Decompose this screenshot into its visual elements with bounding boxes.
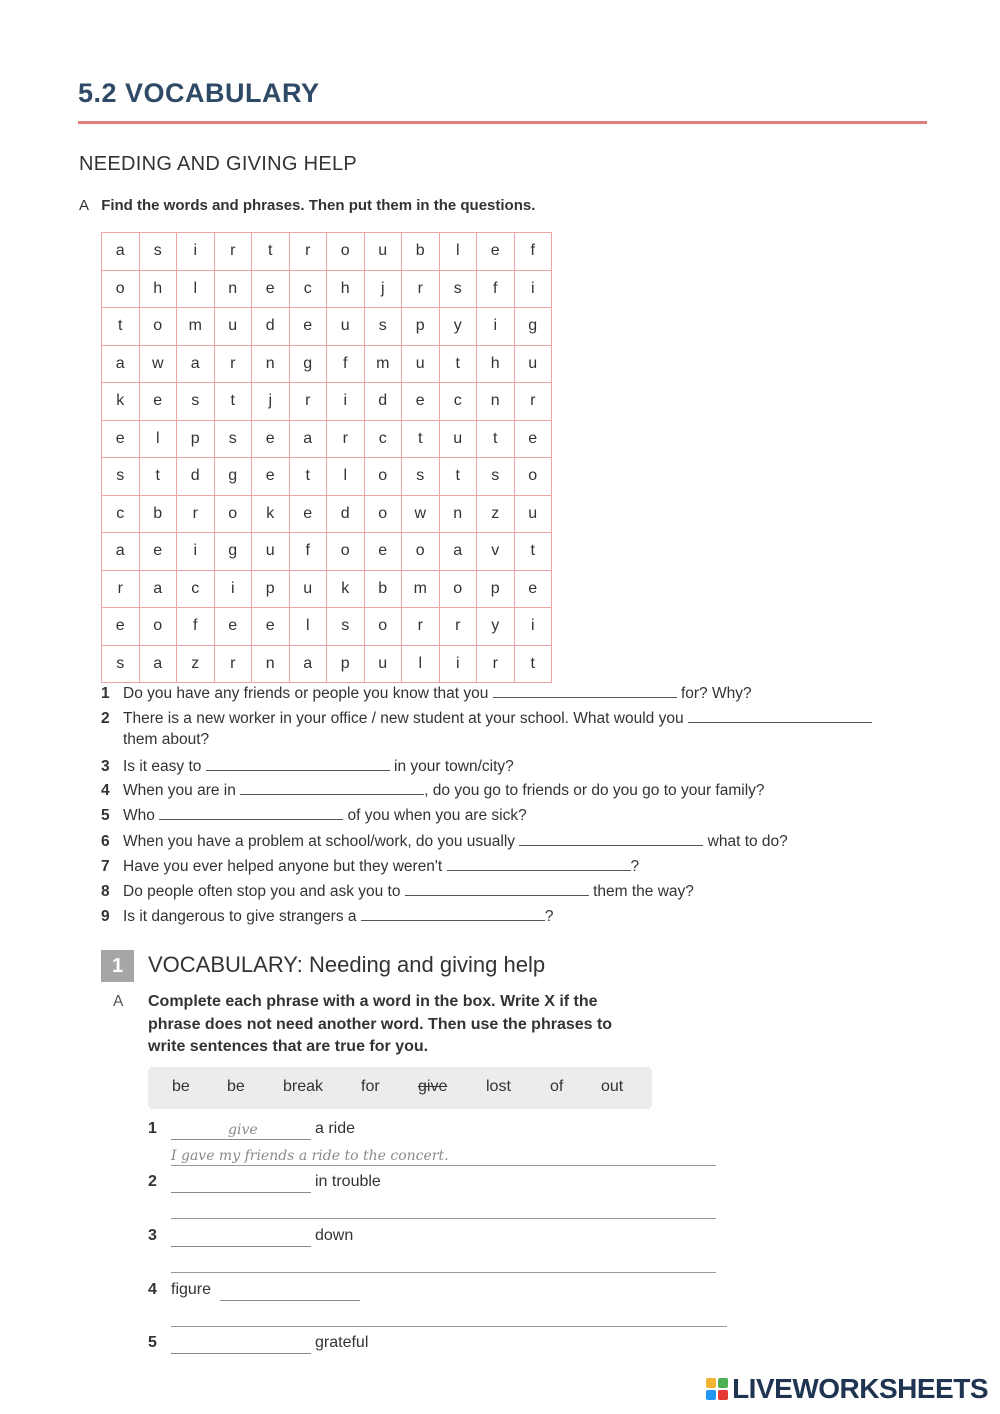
grid-cell[interactable]: t [289,458,327,496]
answer-blank[interactable] [361,906,545,921]
grid-cell[interactable]: o [139,308,177,346]
grid-cell[interactable]: l [439,233,477,271]
grid-row [102,270,552,308]
grid-cell[interactable]: a [139,645,177,683]
grid-row [102,533,552,571]
grid-cell[interactable]: a [102,233,140,271]
question-1 [101,683,921,704]
grid-cell[interactable]: f [477,270,515,308]
sentence-line[interactable] [171,1165,716,1166]
grid-cell[interactable]: r [327,420,365,458]
grid-cell[interactable]: i [177,533,215,571]
grid-cell[interactable]: h [327,270,365,308]
question-4 [101,780,921,801]
question-text-before: When you have a problem at school/work, do you usually [123,833,516,850]
grid-cell[interactable]: s [214,420,252,458]
grid-cell[interactable]: o [327,233,365,271]
item-number: 5 [148,1334,157,1351]
grid-cell[interactable]: e [102,608,140,646]
word-box-word: be [227,1078,245,1095]
word-box-word: give [418,1078,448,1095]
grid-cell[interactable]: e [514,420,552,458]
exercise-a-instruction: Find the words and phrases. Then put them in the questions. [101,197,536,214]
grid-cell[interactable]: u [514,345,552,383]
grid-row [102,383,552,421]
grid-cell[interactable]: u [364,645,402,683]
grid-cell[interactable]: a [289,645,327,683]
grid-cell[interactable]: r [402,608,440,646]
answer-blank[interactable] [493,683,677,698]
grid-cell[interactable]: c [439,383,477,421]
grid-cell[interactable]: p [327,645,365,683]
question-number: 2 [101,710,110,727]
grid-cell[interactable]: t [402,420,440,458]
header-divider [78,121,927,124]
grid-cell[interactable]: z [177,645,215,683]
grid-cell[interactable]: i [214,570,252,608]
item-answer-blank[interactable] [171,1353,311,1354]
grid-cell[interactable]: i [514,608,552,646]
grid-cell[interactable]: j [364,270,402,308]
grid-cell[interactable]: t [214,383,252,421]
question-text-after: in your town/city? [394,758,514,775]
grid-cell[interactable]: u [364,233,402,271]
question-8 [101,881,921,902]
grid-cell[interactable]: o [514,458,552,496]
grid-cell[interactable]: h [477,345,515,383]
grid-cell[interactable]: p [477,570,515,608]
grid-cell[interactable]: r [177,495,215,533]
grid-cell[interactable]: i [327,383,365,421]
grid-cell[interactable]: f [327,345,365,383]
question-text-before: Is it dangerous to give strangers a [123,908,357,925]
grid-cell[interactable]: o [402,533,440,571]
grid-cell[interactable]: u [514,495,552,533]
grid-cell[interactable]: b [139,495,177,533]
grid-cell[interactable]: u [214,308,252,346]
grid-cell[interactable]: e [402,383,440,421]
question-number: 8 [101,883,110,900]
grid-cell[interactable]: r [214,645,252,683]
word-box [148,1067,652,1109]
grid-cell[interactable]: t [514,533,552,571]
grid-cell[interactable]: o [327,533,365,571]
grid-cell[interactable]: a [177,345,215,383]
grid-cell[interactable]: t [477,420,515,458]
item-number: 4 [148,1281,157,1298]
grid-cell[interactable]: n [252,345,290,383]
grid-row [102,308,552,346]
grid-cell[interactable]: t [439,458,477,496]
grid-cell[interactable]: l [139,420,177,458]
question-9 [101,906,921,927]
grid-cell[interactable]: d [252,308,290,346]
grid-cell[interactable]: c [364,420,402,458]
grid-cell[interactable]: r [214,233,252,271]
question-3 [101,756,921,777]
question-text-after: what to do? [707,833,788,850]
grid-cell[interactable]: s [139,233,177,271]
item-prefix: figure [171,1281,212,1298]
exercise-a-letter: A [79,197,90,214]
grid-cell[interactable]: p [402,308,440,346]
grid-cell[interactable]: r [289,233,327,271]
item-answer-blank[interactable] [171,1246,311,1247]
grid-cell[interactable]: t [439,345,477,383]
grid-cell[interactable]: t [514,645,552,683]
grid-cell[interactable]: k [252,495,290,533]
grid-cell[interactable]: r [439,608,477,646]
grid-cell[interactable]: o [364,458,402,496]
item-suffix: a ride [315,1120,356,1137]
section-a-letter: A [113,993,124,1010]
grid-cell[interactable]: o [102,270,140,308]
grid-cell[interactable]: f [289,533,327,571]
grid-cell[interactable]: k [102,383,140,421]
grid-cell[interactable]: c [289,270,327,308]
example-sentence: I gave my friends a ride to the concert. [171,1148,449,1164]
grid-cell[interactable]: r [102,570,140,608]
grid-row [102,645,552,683]
grid-cell[interactable]: w [402,495,440,533]
grid-cell[interactable]: s [177,383,215,421]
question-number: 6 [101,833,110,850]
item-suffix: grateful [315,1334,369,1351]
grid-cell[interactable]: u [327,308,365,346]
grid-cell[interactable]: a [102,345,140,383]
answer-blank[interactable] [240,780,424,795]
grid-cell[interactable]: a [289,420,327,458]
grid-cell[interactable]: u [289,570,327,608]
grid-cell[interactable]: t [139,458,177,496]
grid-cell[interactable]: p [252,570,290,608]
grid-cell[interactable]: s [439,270,477,308]
question-2 [101,708,921,750]
question-text-before: Have you ever helped anyone but they weren't [123,858,443,875]
grid-cell[interactable]: i [439,645,477,683]
grid-cell[interactable]: s [402,458,440,496]
item-answer-blank[interactable] [220,1300,360,1301]
question-number: 1 [101,685,110,702]
grid-cell[interactable]: g [214,458,252,496]
grid-cell[interactable]: l [289,608,327,646]
grid-cell[interactable]: k [327,570,365,608]
grid-cell[interactable]: e [514,570,552,608]
grid-cell[interactable]: e [477,233,515,271]
grid-cell[interactable]: g [289,345,327,383]
liveworksheets-logo [706,1373,988,1405]
grid-cell[interactable]: j [252,383,290,421]
grid-cell[interactable]: a [439,533,477,571]
grid-cell[interactable]: e [289,495,327,533]
grid-cell[interactable]: r [514,383,552,421]
grid-cell[interactable]: e [139,383,177,421]
question-text-before: When you are in [123,782,236,799]
grid-cell[interactable]: r [477,645,515,683]
grid-cell[interactable]: y [477,608,515,646]
question-text-after: ? [544,908,554,925]
item-number: 2 [148,1173,157,1190]
section-a-instruction: Complete each phrase with a word in the box. Write X if the phrase does not need another word. Then use the phrases to write sentences that are true for you. [148,993,613,1055]
grid-cell[interactable]: o [364,608,402,646]
grid-cell[interactable]: e [252,270,290,308]
word-box-word: be [172,1078,190,1095]
grid-cell[interactable]: s [477,458,515,496]
sentence-line[interactable] [171,1272,716,1273]
item-number: 3 [148,1227,157,1244]
section-heading: VOCABULARY: Needing and giving help [148,952,546,977]
question-text-before: There is a new worker in your office / new student at your school. What would you [123,710,684,727]
question-text-before: Do you have any friends or people you know that you [123,685,489,702]
question-5 [101,805,921,826]
question-number: 5 [101,807,110,824]
grid-cell[interactable]: o [214,495,252,533]
grid-cell[interactable]: d [177,458,215,496]
grid-row [102,233,552,271]
word-box-word: for [361,1078,380,1095]
grid-cell[interactable]: b [402,233,440,271]
grid-cell[interactable]: o [439,570,477,608]
grid-cell[interactable]: r [289,383,327,421]
grid-cell[interactable]: i [477,308,515,346]
section-number-badge: 1 [101,950,134,982]
item-answer-blank[interactable] [171,1139,311,1140]
grid-cell[interactable]: n [252,645,290,683]
word-search-grid [101,232,552,683]
answer-blank[interactable] [405,881,589,896]
question-continuation: them about? [123,731,210,748]
grid-cell[interactable]: s [327,608,365,646]
question-text-after: ? [630,858,640,875]
grid-cell[interactable]: a [139,570,177,608]
item-suffix: down [315,1227,354,1244]
grid-cell[interactable]: l [177,270,215,308]
grid-cell[interactable]: l [402,645,440,683]
word-box-word: out [601,1078,624,1095]
grid-cell[interactable]: c [177,570,215,608]
question-text-before: Is it easy to [123,758,202,775]
answer-blank[interactable] [206,756,390,771]
grid-cell[interactable]: u [402,345,440,383]
grid-cell[interactable]: e [252,608,290,646]
grid-cell[interactable]: s [102,458,140,496]
page-subtitle: NEEDING AND GIVING HELP [79,153,358,175]
answer-blank[interactable] [447,856,631,871]
word-box-word: break [283,1078,324,1095]
grid-cell[interactable]: t [102,308,140,346]
logo-grid-icon [706,1378,728,1400]
grid-cell[interactable]: d [364,383,402,421]
grid-cell[interactable]: z [477,495,515,533]
grid-cell[interactable]: u [252,533,290,571]
answer-blank[interactable] [688,708,872,723]
grid-cell[interactable]: r [214,345,252,383]
grid-row [102,345,552,383]
question-text-after: them the way? [593,883,694,900]
question-6 [101,831,921,852]
exercise-a-heading [79,197,535,214]
item-number: 1 [148,1120,157,1137]
grid-cell[interactable]: l [327,458,365,496]
word-box-word: lost [486,1078,511,1095]
grid-row [102,495,552,533]
grid-cell[interactable]: i [177,233,215,271]
grid-cell[interactable]: n [214,270,252,308]
grid-cell[interactable]: g [214,533,252,571]
grid-cell[interactable]: t [252,233,290,271]
item-suffix: in trouble [315,1173,381,1190]
grid-cell[interactable]: b [364,570,402,608]
grid-cell[interactable]: e [102,420,140,458]
grid-cell[interactable]: w [139,345,177,383]
grid-cell[interactable]: r [402,270,440,308]
grid-cell[interactable]: m [402,570,440,608]
question-number: 7 [101,858,110,875]
answer-blank[interactable] [159,805,343,820]
question-7 [101,856,921,877]
item-answer: give [228,1122,258,1138]
grid-cell[interactable]: y [439,308,477,346]
grid-cell[interactable]: m [364,345,402,383]
grid-cell[interactable]: o [364,495,402,533]
question-number: 4 [101,782,110,799]
grid-cell[interactable]: g [514,308,552,346]
logo-text: LIVEWORKSHEETS [732,1373,988,1404]
grid-cell[interactable]: e [289,308,327,346]
question-text-after: for? Why? [680,685,752,702]
grid-cell[interactable]: c [102,495,140,533]
grid-cell[interactable]: v [477,533,515,571]
grid-cell[interactable]: i [514,270,552,308]
grid-row [102,420,552,458]
grid-cell[interactable]: s [364,308,402,346]
question-text-before: Who [123,807,155,824]
grid-cell[interactable]: m [177,308,215,346]
grid-row [102,458,552,496]
grid-cell[interactable]: e [139,533,177,571]
sentence-line[interactable] [171,1218,716,1219]
grid-cell[interactable]: e [252,458,290,496]
grid-cell[interactable]: e [252,420,290,458]
grid-cell[interactable]: f [514,233,552,271]
grid-cell[interactable]: n [477,383,515,421]
question-text-after: , do you go to friends or do you go to your family? [424,782,765,799]
sentence-line[interactable] [171,1326,727,1327]
grid-row [102,608,552,646]
grid-cell[interactable]: a [102,533,140,571]
item-answer-blank[interactable] [171,1192,311,1193]
question-text-after: of you when you are sick? [347,807,527,824]
grid-cell[interactable]: e [364,533,402,571]
question-number: 3 [101,758,110,775]
question-number: 9 [101,908,110,925]
question-text-before: Do people often stop you and ask you to [123,883,401,900]
word-box-word: of [550,1078,564,1095]
section-title: 5.2 VOCABULARY [78,78,320,108]
grid-cell[interactable]: d [327,495,365,533]
grid-cell[interactable]: u [439,420,477,458]
grid-cell[interactable]: h [139,270,177,308]
grid-cell[interactable]: f [177,608,215,646]
grid-row [102,570,552,608]
answer-blank[interactable] [519,831,703,846]
grid-cell[interactable]: n [439,495,477,533]
grid-cell[interactable]: o [139,608,177,646]
grid-cell[interactable]: s [102,645,140,683]
grid-cell[interactable]: p [177,420,215,458]
grid-cell[interactable]: e [214,608,252,646]
